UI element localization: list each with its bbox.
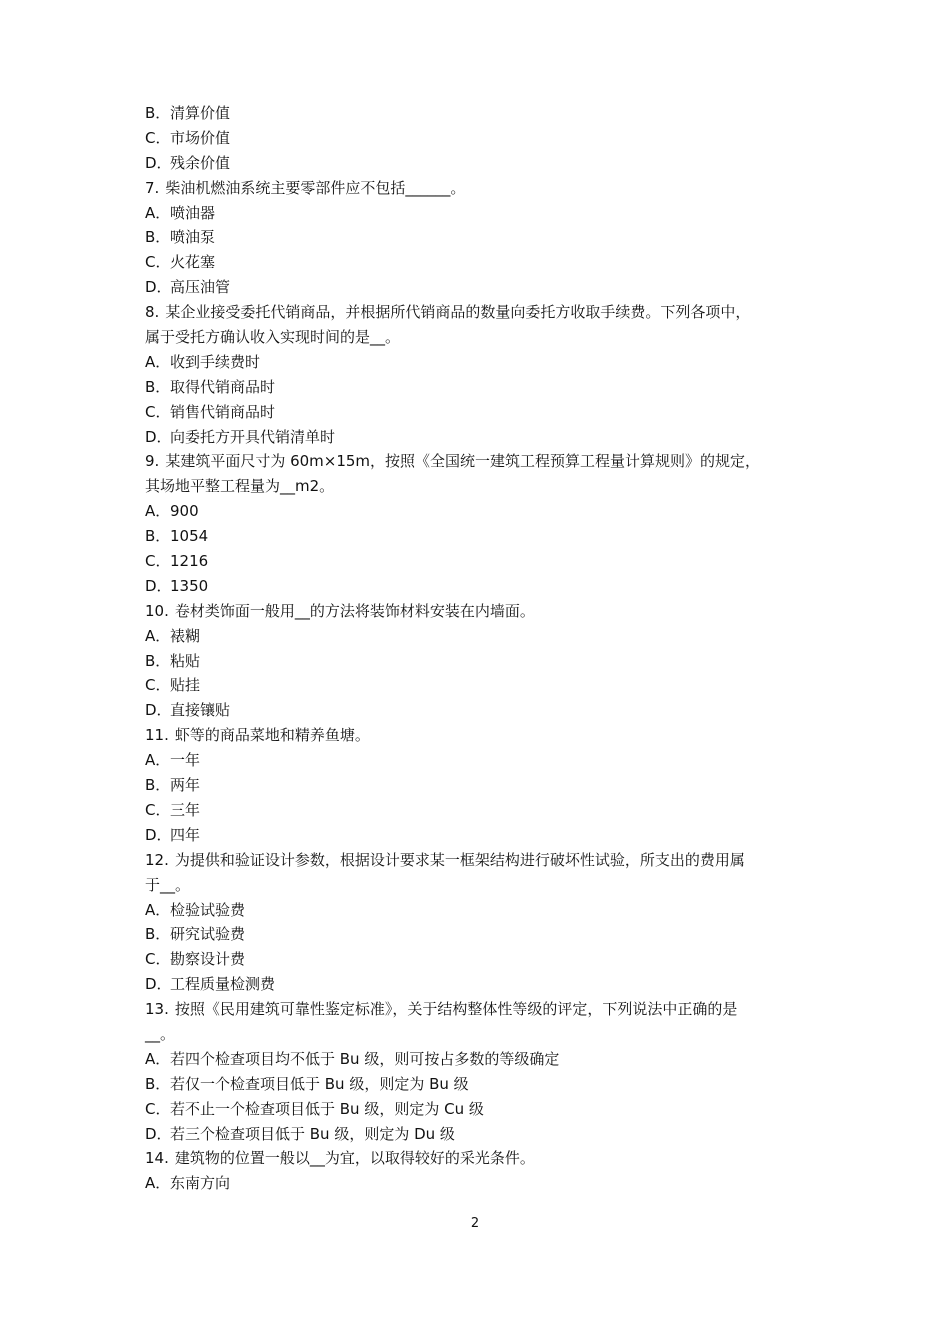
option-text: 若四个检查项目均不低于 Bu 级，则可按占多数的等级确定: [170, 1049, 560, 1068]
question-continuation: [145, 325, 825, 350]
option-letter: D．: [145, 576, 172, 595]
question-text: 柴油机燃油系统主要零部件应不包括______。: [165, 178, 466, 197]
option-text: 900: [170, 502, 199, 521]
question-line: [145, 848, 825, 873]
option-letter: A．: [145, 626, 171, 645]
option-text: 粘贴: [170, 651, 201, 670]
answer-option: [145, 524, 825, 549]
answer-option: [145, 400, 825, 425]
answer-option: [145, 250, 825, 275]
option-letter: C．: [145, 1099, 171, 1118]
question-text: __。: [145, 1024, 176, 1043]
option-text: 若仅一个检查项目低于 Bu 级，则定为 Bu 级: [170, 1074, 469, 1093]
answer-option: [145, 798, 825, 823]
option-letter: D．: [145, 975, 172, 994]
option-letter: C．: [145, 552, 171, 571]
question-text: 虾等的商品菜地和精养鱼塘。: [174, 726, 370, 745]
option-text: 销售代销商品时: [170, 402, 276, 421]
option-letter: B．: [145, 1074, 171, 1093]
document-body: [145, 101, 825, 1196]
option-letter: B．: [145, 104, 171, 122]
option-text: 高压油管: [170, 278, 231, 297]
option-letter: C．: [145, 128, 171, 147]
question-text: 按照《民用建筑可靠性鉴定标准》，关于结构整体性等级的评定，下列说法中正确的是: [174, 1000, 738, 1019]
option-letter: C．: [145, 950, 171, 969]
answer-option: [145, 425, 825, 450]
option-letter: A．: [145, 203, 171, 222]
question-text: 属于受托方确认收入实现时间的是__。: [145, 328, 401, 347]
question-line: [145, 176, 825, 201]
option-letter: A．: [145, 502, 171, 521]
answer-option: [145, 947, 825, 972]
answer-option: [145, 922, 825, 947]
question-number: 10.: [145, 601, 169, 620]
option-letter: B．: [145, 651, 171, 670]
option-letter: B．: [145, 228, 171, 247]
option-text: 研究试验费: [170, 925, 246, 944]
answer-option: [145, 225, 825, 250]
option-text: 市场价值: [170, 128, 231, 147]
question-number: 12.: [145, 850, 169, 869]
answer-option: [145, 151, 825, 176]
answer-option: [145, 773, 825, 798]
option-letter: D．: [145, 153, 172, 172]
option-text: 清算价值: [170, 104, 231, 122]
option-text: 1054: [170, 527, 209, 546]
option-letter: D．: [145, 701, 172, 720]
question-line: [145, 599, 825, 624]
question-continuation: [145, 873, 825, 898]
question-text: 为提供和验证设计参数，根据设计要求某一框架结构进行破坏性试验，所支出的费用属: [174, 850, 745, 869]
option-text: 喷油器: [170, 203, 216, 222]
option-letter: A．: [145, 1174, 171, 1193]
option-text: 检验试验费: [170, 900, 246, 919]
option-letter: B．: [145, 377, 171, 396]
option-text: 火花塞: [170, 253, 216, 272]
answer-option: [145, 1047, 825, 1072]
option-text: 直接镶贴: [170, 701, 231, 720]
option-text: 工程质量检测费: [170, 975, 276, 994]
answer-option: [145, 698, 825, 723]
option-text: 贴挂: [170, 676, 201, 695]
option-letter: D．: [145, 825, 172, 844]
question-text: 于__。: [145, 875, 191, 894]
answer-option: [145, 649, 825, 674]
answer-option: [145, 350, 825, 375]
option-text: 向委托方开具代销清单时: [170, 427, 336, 446]
answer-option: [145, 673, 825, 698]
question-line: [145, 449, 825, 474]
option-letter: B．: [145, 925, 171, 944]
page-number: 2: [470, 1216, 480, 1231]
option-letter: D．: [145, 427, 172, 446]
question-number: 8.: [145, 303, 160, 322]
answer-option: [145, 375, 825, 400]
option-text: 勘察设计费: [170, 950, 246, 969]
option-letter: B．: [145, 527, 171, 546]
question-text: 卷材类饰面一般用__的方法将装饰材料安装在内墙面。: [174, 601, 535, 620]
option-text: 1350: [170, 576, 209, 595]
option-text: 四年: [170, 825, 201, 844]
question-text: 某建筑平面尺寸为 60m×15m，按照《全国统一建筑工程预算工程量计算规则》的规定，: [165, 452, 761, 471]
answer-option: [145, 1122, 825, 1147]
option-text: 裱糊: [170, 626, 201, 645]
option-letter: C．: [145, 402, 171, 421]
question-number: 14.: [145, 1149, 169, 1168]
question-continuation: [145, 1022, 825, 1047]
option-letter: A．: [145, 1049, 171, 1068]
question-number: 9.: [145, 452, 160, 471]
answer-option: [145, 1097, 825, 1122]
question-text: 某企业接受委托代销商品，并根据所代销商品的数量向委托方收取手续费。下列各项中，: [165, 303, 751, 322]
answer-option: [145, 823, 825, 848]
option-text: 1216: [170, 552, 209, 571]
question-line: [145, 1146, 825, 1171]
option-text: 喷油泵: [170, 228, 216, 247]
option-text: 若不止一个检查项目低于 Bu 级，则定为 Cu 级: [170, 1099, 484, 1118]
option-text: 一年: [170, 751, 201, 770]
answer-option: [145, 624, 825, 649]
option-letter: A．: [145, 352, 171, 371]
option-letter: C．: [145, 800, 171, 819]
option-text: 东南方向: [170, 1174, 231, 1193]
option-letter: C．: [145, 676, 171, 695]
answer-option: [145, 201, 825, 226]
question-text: 建筑物的位置一般以__为宜，以取得较好的采光条件。: [174, 1149, 535, 1168]
option-text: 收到手续费时: [170, 352, 261, 371]
answer-option: [145, 972, 825, 997]
option-letter: D．: [145, 278, 172, 297]
question-number: 11.: [145, 726, 169, 745]
option-text: 两年: [170, 776, 201, 795]
option-text: 若三个检查项目低于 Bu 级，则定为 Du 级: [170, 1124, 455, 1143]
option-letter: A．: [145, 900, 171, 919]
answer-option: [145, 1171, 825, 1196]
option-letter: B．: [145, 776, 171, 795]
answer-option: [145, 1072, 825, 1097]
question-line: [145, 723, 825, 748]
answer-option: [145, 549, 825, 574]
answer-option: [145, 275, 825, 300]
question-line: [145, 300, 825, 325]
option-letter: C．: [145, 253, 171, 272]
option-letter: A．: [145, 751, 171, 770]
answer-option: [145, 574, 825, 599]
option-letter: D．: [145, 1124, 172, 1143]
answer-option: [145, 898, 825, 923]
answer-option: [145, 748, 825, 773]
option-text: 取得代销商品时: [170, 377, 276, 396]
answer-option: [145, 499, 825, 524]
question-number: 7.: [145, 178, 160, 197]
question-text: 其场地平整工程量为__m2。: [145, 477, 335, 496]
question-number: 13.: [145, 1000, 169, 1019]
answer-option: [145, 101, 825, 126]
answer-option: [145, 126, 825, 151]
question-line: [145, 997, 825, 1022]
option-text: 残余价值: [170, 153, 231, 172]
question-continuation: [145, 474, 825, 499]
option-text: 三年: [170, 800, 201, 819]
